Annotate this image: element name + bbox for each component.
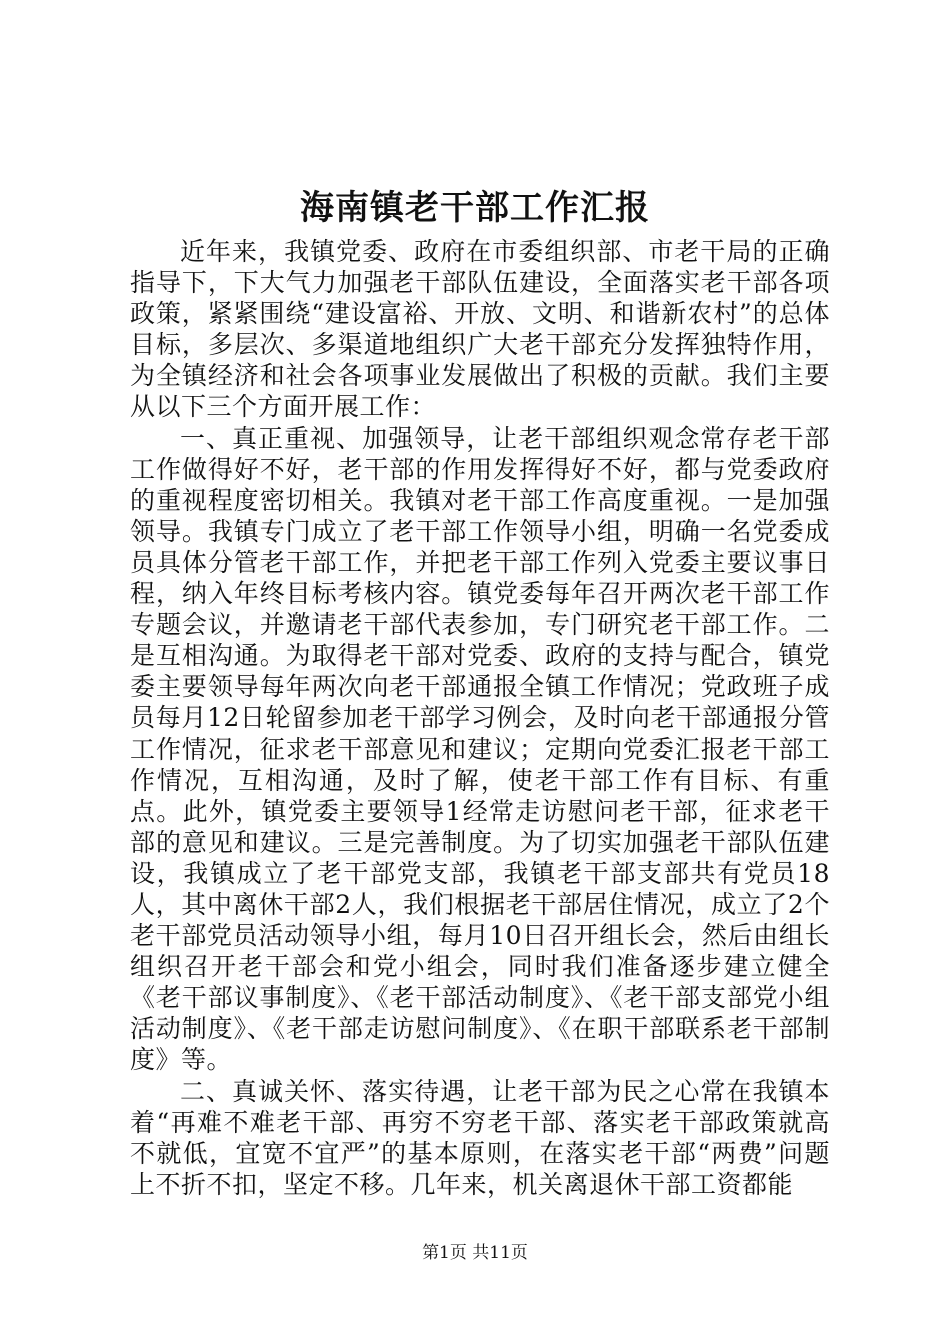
- paragraph-section-1: 一、真正重视、加强领导，让老干部组织观念常存老干部工作做得好不好，老干部的作用发挥得好不好，都与党委政府的重视程度密切相关。我镇对老干部工作高度重视。一是加强领导。我镇专门成立了老干部工作领导小组，明确一名党委成员具体分管老干部工作，并把老干部工作列入党委主要议事日程，纳入年终目标考核内容。镇党委每年召开两次老干部工作专题会议，并邀请老干部代表参加，专门研究老干部工作。二是互相沟通。为取得老干部对党委、政府的支持与配合，镇党委主要领导每年两次向老干部通报全镇工作情况；党政班子成员每月12日轮留参加老干部学习例会，及时向老干部通报分管工作情况，征求老干部意见和建议；定期向党委汇报老干部工作情况，互相沟通，及时了解，使老干部工作有目标、有重点。此外，镇党委主要领导1经常走访慰问老干部，征求老干部的意见和建议。三是完善制度。为了切实加强老干部队伍建设，我镇成立了老干部党支部，我镇老干部支部共有党员18人，其中离休干部2人，我们根据老干部居住情况，成立了2个老干部党员活动领导小组，每月10日召开组长会，然后由组长组织召开老干部会和党小组会，同时我们准备逐步建立健全《老干部议事制度》、《老干部活动制度》、《老干部支部党小组活动制度》、《老干部走访慰问制度》、《在职干部联系老干部制度》等。: [130, 423, 830, 1075]
- document-title: 海南镇老干部工作汇报: [300, 188, 650, 228]
- paragraph-section-2: 二、真诚关怀、落实待遇，让老干部为民之心常在我镇本着“再难不难老干部、再穷不穷老干部、落实老干部政策就高不就低，宜宽不宜严”的基本原则，在落实老干部“两费”问题上不折不扣，坚定不移。几年来，机关离退休干部工资都能: [130, 1076, 830, 1199]
- paragraph-intro: 近年来，我镇党委、政府在市委组织部、市老干局的正确指导下，下大气力加强老干部队伍建设，全面落实老干部各项政策，紧紧围绕“建设富裕、开放、文明、和谐新农村”的总体目标，多层次、多渠道地组织广大老干部充分发挥独特作用，为全镇经济和社会各项事业发展做出了积极的贡献。我们主要从以下三个方面开展工作：: [130, 237, 830, 422]
- document-body: [130, 236, 830, 1200]
- page-number-footer: 第1页 共11页: [422, 1243, 528, 1263]
